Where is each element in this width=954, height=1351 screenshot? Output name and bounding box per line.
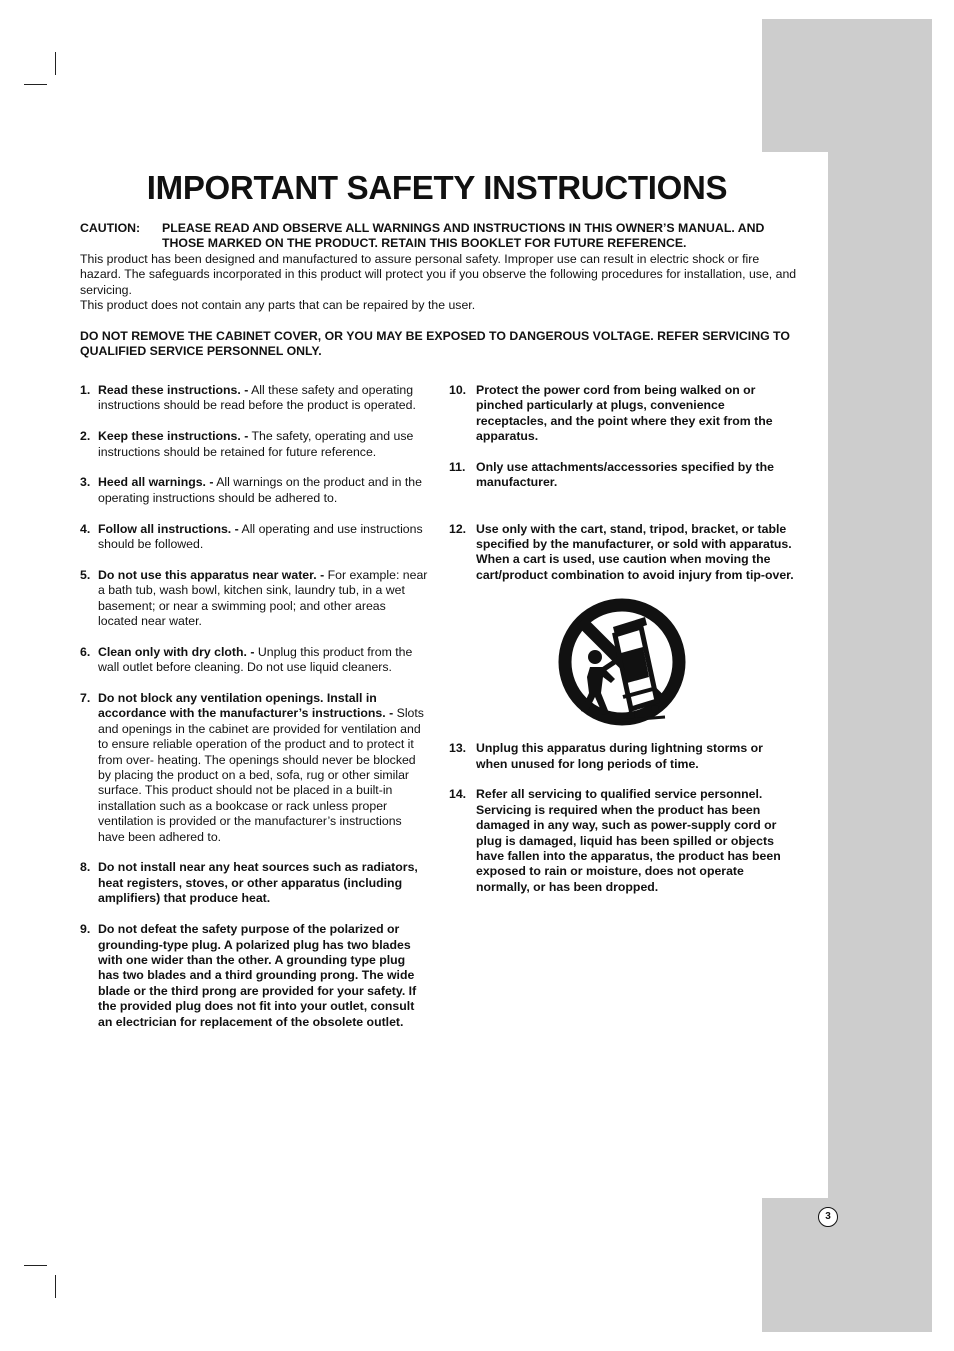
list-item: 3. Heed all warnings. - All warnings on the product and in the operating instructions should be adhered to.: [80, 475, 422, 505]
crop-mark: [24, 84, 47, 85]
instructions-left-column: [80, 383, 428, 1030]
side-tab-top: [762, 19, 932, 152]
crop-mark: [55, 52, 56, 75]
list-item: 8. Do not install near any heat sources such as radiators, heat registers, stoves, or other apparatus (including amplifiers) that produce heat.: [80, 860, 418, 906]
crop-mark: [24, 1265, 47, 1266]
list-item: 1. Read these instructions. - All these safety and operating instructions should be read before the product is operated.: [80, 383, 416, 413]
list-item: 5. Do not use this apparatus near water. - For example: near a bath tub, wash bowl, kitchen sink, laundry tub, in a wet basement; or near a swimming pool; and other areas located near water.: [80, 567, 428, 629]
side-tab-bottom: [762, 1198, 932, 1332]
caution-message: PLEASE READ AND OBSERVE ALL WARNINGS AND INSTRUCTIONS IN THIS OWNER’S MANUAL. AND THOSE MARKED ON THE PRODUCT. RETAIN THIS BOOKLET FOR FUTURE REFERENCE.: [162, 221, 765, 251]
crop-mark: [55, 1275, 56, 1298]
page-number: 3: [818, 1207, 838, 1227]
cabinet-warning: DO NOT REMOVE THE CABINET COVER, OR YOU MAY BE EXPOSED TO DANGEROUS VOLTAGE. REFER SERVICING TO QUALIFIED SERVICE PERSONNEL ONLY.: [80, 329, 790, 359]
caution-paragraph: This product does not contain any parts that can be repaired by the user.: [80, 298, 476, 313]
list-item: 11. Only use attachments/accessories specified by the manufacturer.: [449, 460, 774, 490]
caution-label: CAUTION:: [80, 221, 141, 235]
instructions-right-column: [449, 383, 797, 895]
caution-paragraph: This product has been designed and manufactured to assure personal safety. Improper use can result in electric shock or fire hazard. The safeguards incorporated in this product will protect you if you observe the following procedures for installation, use, and servicing.: [80, 251, 797, 297]
list-item: 12. Use only with the cart, stand, tripod, bracket, or table specified by the manufacturer, or sold with apparatus. When a cart is used, use caution when moving the cart/product combination to avoid injury from tip-over.: [449, 521, 794, 582]
list-item: 13. Unplug this apparatus during lightning storms or when unused for long periods of time.: [449, 741, 763, 771]
caution-section: [80, 221, 800, 313]
cart-tip-over-warning-icon: [557, 597, 687, 727]
list-item: 14. Refer all servicing to qualified service personnel. Servicing is required when the product has been damaged in any way, such as power-supply cord or plug is damaged, liquid has been spilled or objects have fallen into the apparatus, the product has been exposed to rain or moisture, does not operate normally, or has been dropped.: [449, 787, 781, 894]
list-item: 4. Follow all instructions. - All operating and use instructions should be followed.: [80, 521, 423, 552]
list-item: 6. Clean only with dry cloth. - Unplug this product from the wall outlet before cleaning. Do not use liquid cleaners.: [80, 644, 413, 675]
list-item: 10. Protect the power cord from being walked on or pinched particularly at plugs, convenience receptacles, and the point where they exit from the apparatus.: [449, 383, 773, 444]
side-tab-strip: [828, 152, 932, 1332]
list-item: 7. Do not block any ventilation openings. Install in accordance with the manufacturer’s instructions. - Slots and openings in the cabinet are provided for ventilation and to ensure reliable operation of the product and to protect it from over- heating. The openings should never be blocked by placing the product on a bed, sofa, rug or other similar surface. This product should not be placed in a built-in installation such as a bookcase or rack unless proper ventilation is provided or the manufacturer’s instructions have been adhered to.: [80, 691, 424, 844]
page-title: IMPORTANT SAFETY INSTRUCTIONS: [146, 169, 728, 206]
list-item: 9. Do not defeat the safety purpose of the polarized or grounding-type plug. A polarized plug has two blades with one wider than the other. A grounding type plug has two blades and a third grounding prong. The wide blade or the third prong are provided for your safety. If the provided plug does not fit into your outlet, consult an electrician for replacement of the obsolete outlet.: [80, 922, 417, 1029]
list-item: 2. Keep these instructions. - The safety, operating and use instructions should be retained for future reference.: [80, 429, 414, 459]
